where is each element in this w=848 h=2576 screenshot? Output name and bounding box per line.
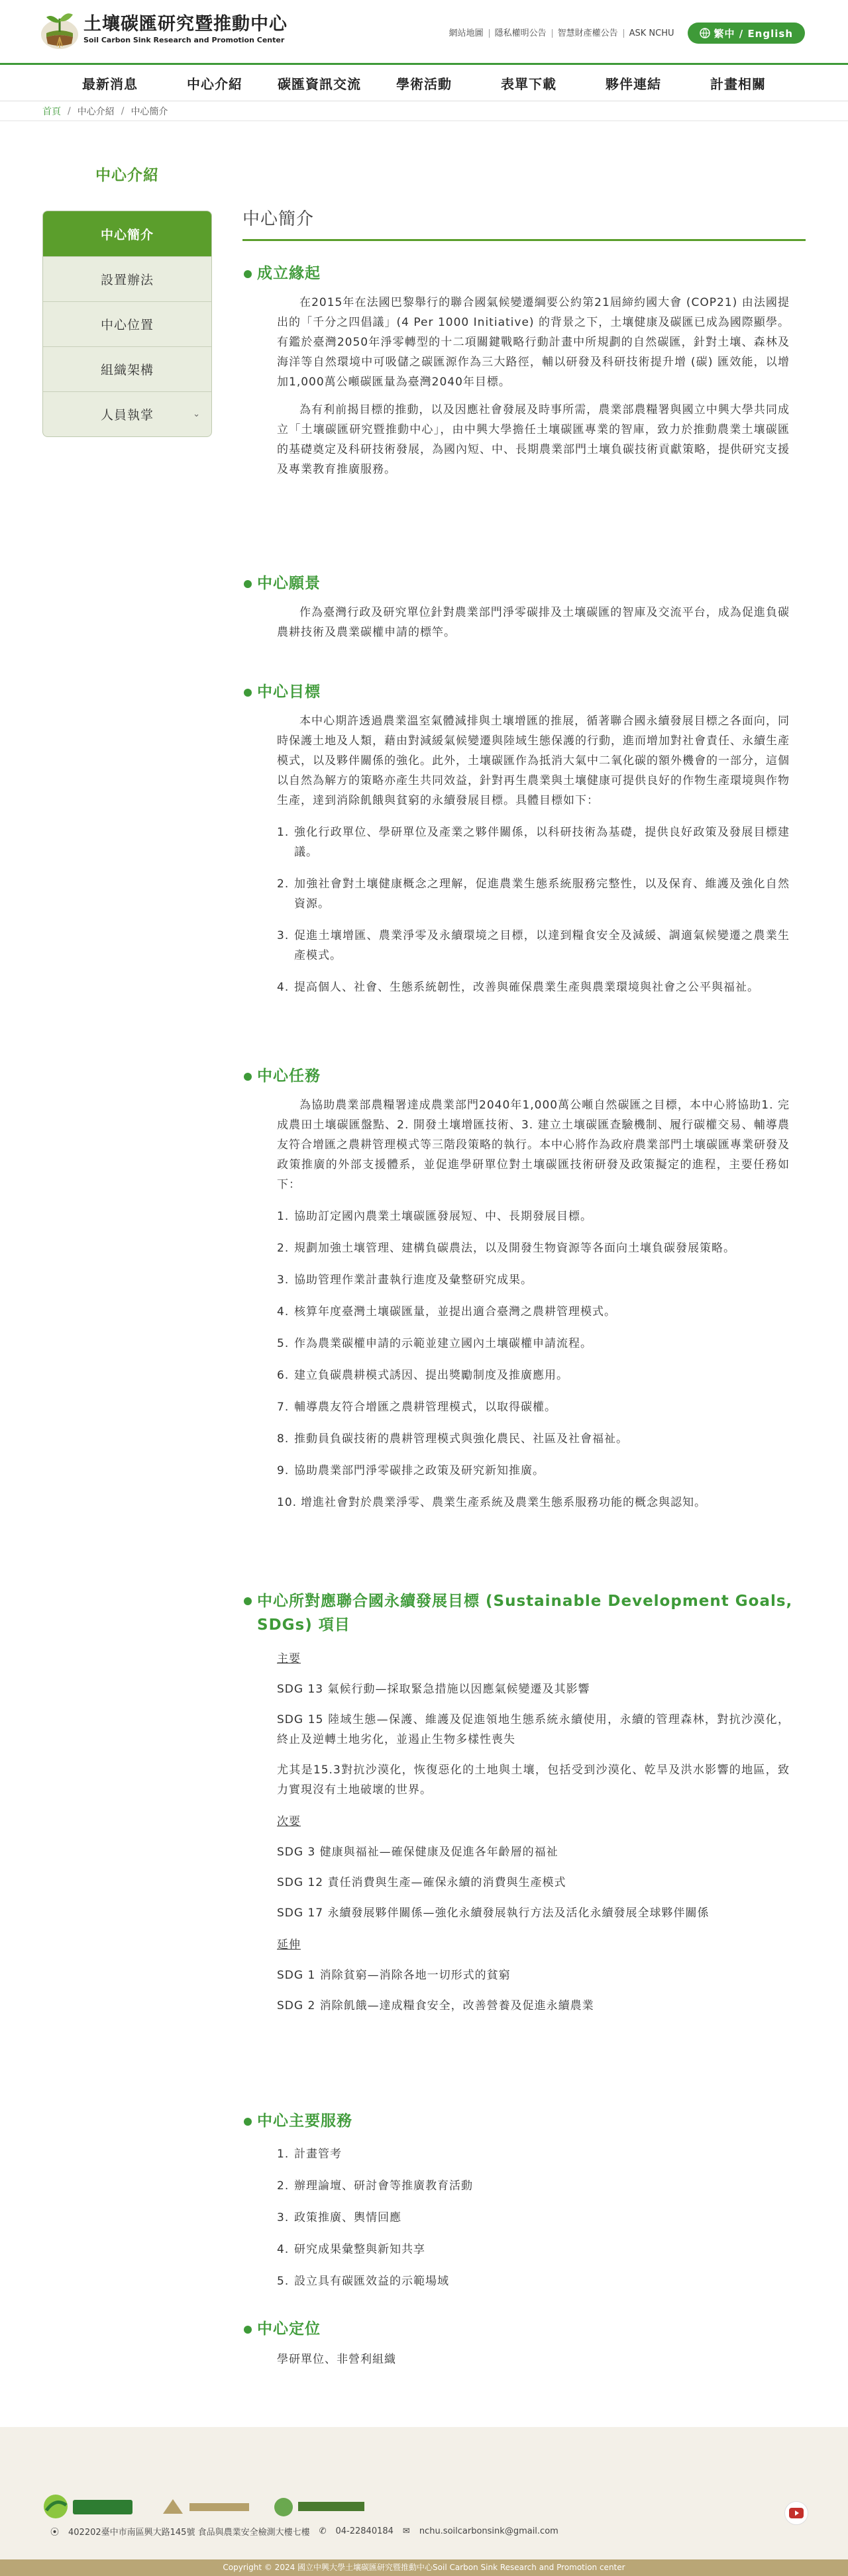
list-item: 10. 增進社會對於農業淨零、農業生產系統及農業生態系服務功能的概念與認知。 (277, 1496, 706, 1509)
list-item: 9. 協助農業部門淨零碳排之政策及研究新知推廣。 (277, 1464, 545, 1477)
sdg-item: SDG 3 健康與福祉—確保健康及促進各年齡層的福祉 (277, 1846, 558, 1859)
section-tasks (242, 1065, 806, 1512)
goals-list (277, 822, 790, 997)
paragraph: 為有利前揭目標的推動，以及因應社會發展及時事所需，農業部農糧署與國立中興大學共同成立「土壤碳匯研究暨推動中心」，由中興大學擔任土壤碳匯專業的智庫，致力於推動農業土壤碳匯的基礎奠定及科研技術發展，為國內短、中、長期農業部門土壤負碳技術貢獻策略，提供研究支援及專業教育推廣服務。 (277, 403, 790, 476)
breadcrumb (0, 101, 848, 121)
paragraph: 本中心期許透過農業溫室氣體減排與土壤增匯的推展，循著聯合國永續發展目標之各面向，同時保護土地及人類，藉由對減緩氣候變遷與陸域生態保護的行動，進而增加對社會責任、永續生產模式，以及夥伴關係的強化。此外，土壤碳匯作為抵消大氣中二氧化碳的額外機會的一部分，這個以自然為解方的策略亦產生共同效益，針對再生農業與土壤健康可提供良好的作物生產環境與作物生產，達到消除飢餓與貧窮的永續發展目標。具體目標如下： (277, 715, 790, 807)
section-services (242, 2110, 806, 2291)
location-pin-icon: ⦿ (50, 2528, 60, 2538)
logo-english-name: Soil Carbon Sink Research and Promotion Center (83, 36, 285, 44)
sdg-item: SDG 15 陸域生態—保護、維護及促進領地生態系統永續使用，永續的管理森林，對抗沙漠化，終止及逆轉土地劣化，並遏止生物多樣性喪失 (277, 1713, 790, 1746)
sdg-item: 尤其是15.3對抗沙漠化，恢復惡化的土地與土壤，包括受到沙漠化、乾旱及洪水影響的地區，致力實現沒有土地破壞的世界。 (277, 1763, 790, 1797)
nav-about[interactable]: 中心介紹 (187, 75, 242, 92)
section-heading: 中心定位 (242, 2318, 806, 2340)
list-item: 2. 規劃加強土壤管理、建構負碳農法，以及開發生物資源等各面向土壤負碳發展策略。 (277, 1242, 735, 1255)
section-sdgs (242, 1589, 806, 2016)
list-item: 5. 設立具有碳匯效益的示範場域 (277, 2275, 449, 2288)
section-goals (242, 681, 806, 997)
footer-email[interactable]: nchu.soilcarbonsink@gmail.com (419, 2526, 558, 2536)
sidebar-item-regulations[interactable]: 設置辦法 (43, 256, 211, 301)
sdg-item: SDG 13 氣候行動—採取緊急措施以因應氣候變遷及其影響 (277, 1683, 590, 1696)
sidebar-item-intro[interactable]: 中心簡介 (43, 211, 211, 256)
phone-icon: ✆ (319, 2526, 327, 2536)
section-heading: 中心願景 (242, 572, 806, 595)
sidebar-menu (42, 211, 212, 437)
services-list (277, 2144, 790, 2291)
list-item: 7. 輔導農友符合增匯之農耕管理模式，以取得碳權。 (277, 1401, 556, 1414)
nav-carbon-info[interactable]: 碳匯資訊交流 (278, 75, 361, 92)
list-item: 6. 建立負碳農耕模式誘因、提出獎勵制度及推廣應用。 (277, 1369, 568, 1382)
language-switch-button[interactable] (688, 23, 805, 44)
list-item: 3. 政策推廣、輿情回應 (277, 2211, 401, 2224)
list-item: 3. 協助管理作業計畫執行進度及彙整研究成果。 (277, 1273, 533, 1287)
list-item: 2. 辦理論壇、研討會等推廣教育活動 (277, 2179, 473, 2193)
sdg-group-label: 主要 (277, 1652, 301, 1665)
section-heading: 中心目標 (242, 681, 806, 703)
list-item: 1. 強化行政單位、學研單位及產業之夥伴關係，以科研技術為基礎，提供良好政策及發展目標建議。 (277, 826, 790, 859)
nav-news[interactable]: 最新消息 (82, 75, 138, 92)
language-label: 繁中 / English (714, 27, 793, 40)
sdg-group-label: 次要 (277, 1815, 301, 1828)
sdg-group-label: 延伸 (277, 1938, 301, 1952)
util-link-sitemap[interactable]: 網站地圖 (444, 29, 490, 38)
list-item: 4. 提高個人、社會、生態系統韌性，改善與確保農業生產與農業環境與社會之公平與福祉。 (277, 981, 759, 994)
paragraph: 在2015年在法國巴黎舉行的聯合國氣候變遷綱要公約第21屆締約國大會 (COP21) 由法國提出的「千分之四倡議」(4 Per 1000 Initiative) 的背景之下，土壤健康及碳匯已成為國際顯學。有鑑於臺灣2050年淨零轉型的十二項關鍵戰略行動計畫中所規劃的自然碳匯，針對土壤、森林及海洋等自然環境中可吸儲之碳匯源作為三大路徑，輔以研發及科研技術提升增 (碳) 匯效能，以增加1,000萬公噸碳匯量為臺灣2040年目標。 (277, 296, 790, 389)
nav-partners[interactable]: 夥伴連結 (606, 75, 661, 92)
site-logo[interactable] (40, 8, 288, 50)
sidebar-item-organization[interactable]: 組織架構 (43, 346, 211, 391)
logo-sprout-icon (40, 8, 80, 50)
list-item: 5. 作為農業碳權申請的示範並建立國內土壤碳權申請流程。 (277, 1337, 592, 1350)
section-origin (242, 262, 806, 479)
tasks-list (277, 1207, 790, 1512)
partner-logos (41, 2491, 371, 2524)
section-heading: 中心主要服務 (242, 2110, 806, 2132)
list-item: 2. 加強社會對土壤健康概念之理解，促進農業生態系統服務完整性，以及保育、維護及強化自然資源。 (277, 877, 790, 911)
copyright-bar: Copyright © 2024 國立中興大學土壤碳匯研究暨推動中心Soil Carbon Sink Research and Promotion center (0, 2559, 848, 2576)
section-position (242, 2318, 806, 2369)
sdg-item: SDG 1 消除貧窮—消除各地一切形式的貧窮 (277, 1969, 511, 1982)
sidebar-title: 中心介紹 (95, 167, 159, 184)
nchu-logo-icon[interactable] (156, 2494, 256, 2520)
sidebar-item-label: 人員執掌 (100, 408, 154, 422)
youtube-icon[interactable] (784, 2501, 808, 2525)
site-header (0, 0, 848, 63)
main-nav (0, 63, 848, 101)
sidebar-item-staff[interactable] (43, 391, 211, 436)
breadcrumb-current: 中心簡介 (131, 106, 168, 117)
list-item: 1. 計畫管考 (277, 2148, 342, 2161)
section-heading: 中心任務 (242, 1065, 806, 1087)
list-item: 8. 推動員負碳技術的農耕管理模式與強化農民、社區及社會福祉。 (277, 1432, 628, 1446)
sdg-item: SDG 2 消除飢餓—達成糧食安全，改善營養及促進永續農業 (277, 1999, 594, 2012)
util-link-privacy[interactable]: 隱私權明公告 (490, 29, 553, 38)
chevron-down-icon: ⌄ (193, 409, 201, 419)
list-item: 4. 研究成果彙整與新知共享 (277, 2243, 425, 2256)
list-item: 4. 核算年度臺灣土壤碳匯量，並提出適合臺灣之農耕管理模式。 (277, 1305, 616, 1318)
moa-logo-icon[interactable] (41, 2491, 140, 2524)
main-content (242, 205, 806, 2366)
breadcrumb-home[interactable]: 首頁 (42, 106, 61, 117)
nav-downloads[interactable]: 表單下載 (501, 75, 556, 92)
nav-projects[interactable]: 計畫相關 (710, 75, 766, 92)
college-logo-icon[interactable] (272, 2494, 371, 2520)
site-footer (0, 2427, 848, 2576)
footer-phone: 04-22840184 (335, 2526, 394, 2536)
sdg-item: SDG 12 責任消費與生產—確保永續的消費與生產模式 (277, 1876, 566, 1889)
section-heading: 中心所對應聯合國永續發展目標 (Sustainable Development Goals, SDGs) 項目 (242, 1589, 806, 1637)
globe-icon (700, 28, 710, 38)
list-item: 3. 促進土壤增匯、農業淨零及永續環境之目標，以達到糧食安全及減緩、調適氣候變遷之農業生產模式。 (277, 929, 790, 962)
sidebar-item-location[interactable]: 中心位置 (43, 301, 211, 346)
list-item: 1. 協助訂定國內農業土壤碳匯發展短、中、長期發展目標。 (277, 1210, 592, 1223)
util-link-ip[interactable]: 智慧財產權公告 (553, 29, 624, 38)
section-heading: 成立緣起 (242, 262, 806, 285)
util-link-ask-nchu[interactable]: ASK NCHU (629, 28, 674, 38)
paragraph: 作為臺灣行政及研究單位針對農業部門淨零碳排及土壤碳匯的智庫及交流平台，成為促進負碳農耕技術及農業碳權申請的標竿。 (277, 606, 790, 639)
nav-academic[interactable]: 學術活動 (396, 75, 452, 92)
paragraph: 學研單位、非營利組織 (277, 2353, 396, 2366)
breadcrumb-about[interactable]: 中心介紹 (77, 106, 115, 117)
breadcrumb-separator: / (68, 105, 71, 117)
logo-chinese-name: 土壤碳匯研究暨推動中心 (83, 14, 288, 34)
sdg-item: SDG 17 永續發展夥伴關係—強化永續發展執行方法及活化永續發展全球夥伴關係 (277, 1907, 710, 1920)
paragraph: 為協助農業部農糧署達成農業部門2040年1,000萬公噸自然碳匯之目標，本中心將協助1. 完成農田土壤碳匯盤點、2. 開發土壤增匯技術、3. 建立土壤碳匯查驗機制、履行碳權交易、輔導農友符合增匯之農耕管理模式等三階段策略的執行。本中心將作為政府農業部門土壤碳匯專業研發及政策推廣的外部支援體系，並促進學研單位對土壤碳匯技術研發及政策擬定的進程，主要任務如下： (277, 1099, 790, 1191)
page-title: 中心簡介 (242, 205, 806, 241)
utility-links (444, 23, 805, 44)
section-vision (242, 572, 806, 642)
footer-address: 402202臺中市南區興大路145號 食品與農業安全檢測大樓七樓 (68, 2528, 310, 2538)
mail-icon: ✉ (402, 2526, 410, 2536)
breadcrumb-separator: / (121, 105, 125, 117)
contact-info (50, 2525, 558, 2538)
